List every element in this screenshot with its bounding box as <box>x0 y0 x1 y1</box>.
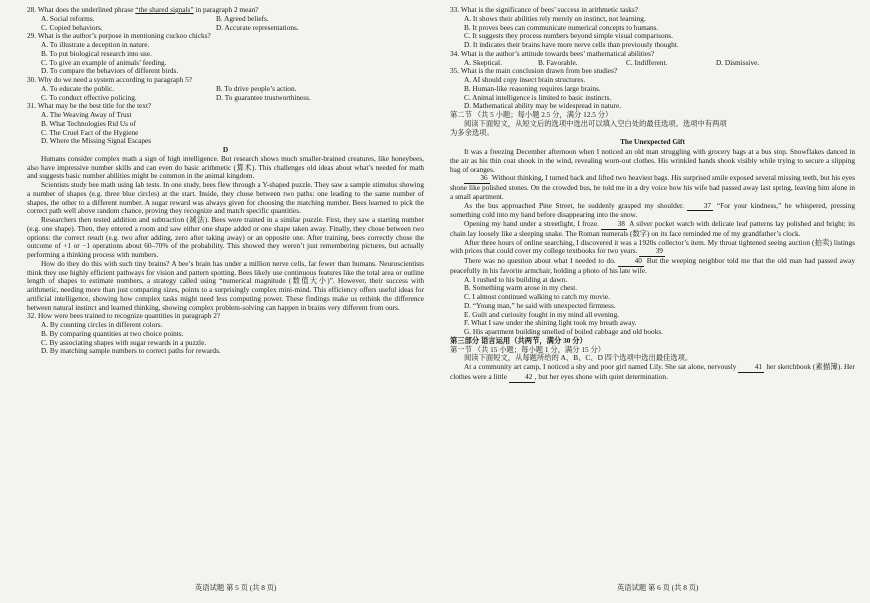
q31-option-a: A. The Weaving Away of Trust <box>41 110 132 119</box>
blank-36: 36 <box>464 174 490 184</box>
q35-option-d: D. Mathematical ability may be widespread in nature. <box>464 101 622 111</box>
passage-d-paragraph-1: Humans consider complex math a sign of high intelligence. But research shows much smaller-brained creatures, like honeybees, also have impressive number skills and can even do basic arithmetic (算术). This challenges old ideas about what’s needed for math and suggests basic number abilities might be common in the animal kingdom. <box>27 153 424 181</box>
q33-option-a: A. It shows their abilities rely merely on instinct, not learning. <box>464 13 646 23</box>
q34-option-c: C. Indifferent. <box>626 57 668 67</box>
section-2-heading: 第二节 （共 5 小题；每小题 2.5 分，满分 12.5 分） <box>450 110 613 119</box>
right-column <box>450 6 855 383</box>
page-footer-right: 英语试题 第 6 页 (共 8 页) <box>617 583 699 592</box>
q28-option-d: D. Accurate representations. <box>216 22 299 32</box>
gift-paragraph-3: As the bus approached Pine Street, he suddenly grasped my shoulder. 37 “For your kindness,” he whispered, pressing something cold into my hand before disappearing into the snow. <box>450 200 855 220</box>
q33-option-b: B. It proves bees can communicate numerical concepts to humans. <box>464 22 659 32</box>
section-2-instruction-2: 为多余选项。 <box>450 127 494 137</box>
q34-option-a: A. Skeptical. <box>464 57 502 67</box>
passage-d-paragraph-3: Researchers then tested addition and subtraction (减法). Bees were trained in a similar puzzle. First, they saw a starting number (e.g. one shape). Then, they entered a room and saw either one shape added or one shape taken away. Finally, they chose between two options: the correct result (e.g. two after adding, zero after taking away) or an opposite one. After training, bees correctly chose the outcome of +1 or −1 operations about 60–70% of the probability. This showed they weren’t just remembering pictures, but actually performing a thinking process with numbers. <box>27 215 424 259</box>
gift-option-g: G. His apartment building smelled of boiled cabbage and old books. <box>464 327 664 336</box>
q33-option-d: D. It indicates their brains have more nerve cells than previously thought. <box>464 40 679 49</box>
question-32-stem: 32. How were bees trained to recognize quantities in paragraph 2? <box>27 311 221 321</box>
question-34-stem: 34. What is the author’s attitude towards bees’ mathematical abilities? <box>450 48 655 58</box>
q32-option-a: A. By counting circles in different colors. <box>41 320 163 329</box>
q34-option-d: D. Dismissive. <box>716 57 760 67</box>
q30-option-c: C. To conduct effective policing. <box>41 92 137 102</box>
question-31-stem: 31. What may be the best title for the text? <box>27 101 152 111</box>
gift-paragraph-5: After three hours of online searching, I discovered it was a 1920s collector’s item. My throat tightened seeing auction (拍卖) listings with prices that could cover my college textbooks for two years. 39 <box>450 237 855 256</box>
gift-option-a: A. I rushed to his building at dawn. <box>464 274 568 284</box>
passage-title: The Unexpected Gift <box>620 137 685 147</box>
q35-option-a: A. AI should copy insect brain structures. <box>464 75 586 84</box>
passage-d-heading: D <box>222 145 229 154</box>
q29-option-d: D. To compare the behaviors of different birds. <box>41 66 179 76</box>
q31-option-d: D. Where the Missing Signal Escapes <box>41 136 152 146</box>
q33-option-c: C. It suggests they process numbers beyond simple visual comparisons. <box>464 31 673 41</box>
question-28-stem: 28. What does the underlined phrase “the shared signals” in paragraph 2 mean? <box>27 5 259 14</box>
q35-option-b: B. Human-like reasoning requires large brains. <box>464 83 601 93</box>
q34-option-b: B. Favorable. <box>538 57 578 67</box>
blank-42: 42 <box>509 373 535 383</box>
question-35-stem: 35. What is the main conclusion drawn from bee studies? <box>450 66 618 76</box>
question-30-stem: 30. Why do we need a system according to paragraph 5? <box>27 75 193 84</box>
blank-39: 39 <box>639 247 665 257</box>
gift-paragraph-6: There was no question about what I needed to do. 40 But the weeping neighbor told me that the old man had passed away peacefully in his favorite armchair, holding a photo of his late wife. <box>450 256 855 275</box>
gift-option-f: F. What I saw under the shining light took my breath away. <box>464 318 637 328</box>
gift-option-e: E. Guilt and curiosity fought in my mind all evening. <box>464 309 620 319</box>
q28-option-b: B. Agreed beliefs. <box>216 13 269 23</box>
q28-option-a: A. Social reforms. <box>41 13 95 23</box>
q32-option-d: D. By matching sample numbers to correct paths for rewards. <box>41 346 221 356</box>
q35-option-c: C. Animal intelligence is limited to basic instincts. <box>464 92 612 102</box>
q29-option-c: C. To give an example of animals’ feeding. <box>41 57 167 67</box>
part-3-heading: 第三部分 语言运用（共两节，满分 30 分） <box>450 335 587 345</box>
gift-paragraph-4: Opening my hand under a streetlight, I froze. 38 A silver pocket watch with delicate leaf patterns lay polished and bright; its chain lay loosely like a sleeping snake. The Roman numerals (数字) on its face reminded me of my grandfather’s clock. <box>450 219 855 238</box>
part-3-instruction: 阅读下面短文，从每题所给的 A、B、C、D 四个选项中选出最佳选项。 <box>464 353 693 363</box>
underlined-phrase: “the shared signals” <box>135 5 194 14</box>
blank-41: 41 <box>738 363 764 373</box>
q28-option-c: C. Copied behaviors. <box>41 22 103 32</box>
q30-option-a: A. To educate the public. <box>41 83 115 93</box>
left-column <box>27 6 424 356</box>
q32-option-b: B. By comparing quantities at two choice points. <box>41 328 184 338</box>
blank-38: 38 <box>601 220 627 230</box>
gift-option-c: C. I almost continued walking to catch my movie. <box>464 292 610 301</box>
blank-37: 37 <box>687 202 713 212</box>
section-2-instruction-1: 阅读下面短文，从短文后的选项中选出可以填入空白处的最佳选项。选项中有两项 <box>464 118 727 128</box>
q30-option-d: D. To guarantee trustworthiness. <box>216 92 311 102</box>
q29-option-a: A. To illustrate a deception in nature. <box>41 40 150 49</box>
q31-option-b: B. What Technologies Rid Us of <box>41 118 136 128</box>
gift-paragraph-1: It was a freezing December afternoon when I noticed an old man struggling with grocery bags at a bus stop. Snowflakes danced in the air as his thin coat shook in the wind, revealing worn-out clothes. His wrinkled hands shook visibly while trying to secure a slipping bag of oranges. <box>450 147 855 174</box>
question-33-stem: 33. What is the significance of bees’ success in arithmetic tasks? <box>450 5 638 14</box>
gift-paragraph-2: 36 Without thinking, I turned back and lifted two heaviest bags. His surprised smile exposed several missing teeth, but his eyes shone like polished stones. On the crowded bus, he told me in a dry voice how his wife had passed away last spring, leaving him alone in a small apartment. <box>450 173 855 201</box>
page-footer-left: 英语试题 第 5 页 (共 8 页) <box>195 583 277 592</box>
gift-option-b: B. Something warm arose in my chest. <box>464 283 578 293</box>
question-29-stem: 29. What is the author’s purpose in mentioning cuckoo chicks? <box>27 31 211 41</box>
passage-d-paragraph-2: Scientists study bee math using lab tests. In one study, bees flew through a Y-shaped puzzle. They saw a sample stimulus showing a number of shapes (e.g. three blue circles) at the start. Inside, they chose between two paths: one leading to the same number of shapes, the other to a different number. A sugar reward was always given for choosing the matching number. Bees learned to pick the correct path well above random chance, proving they recognize and match specific quantities. <box>27 180 424 216</box>
passage-d-paragraph-4: How do they do this with such tiny brains? A bee’s brain has under a million nerve cells, far fewer than humans. Neuroscientists think they use highly efficient pathways for vision and pattern spotting. Bees likely use continuous features like the total area or outline length of shapes to estimate numbers, a strategy called using “numerical magnitude (数值大小)”. However, their success with arithmetic, needing more than just comparing sizes, points to a surprisingly complex mini-mind. This efficiency offers useful ideas for artificial intelligence, showing how complex tasks might need less computing power. These findings make us rethink the difference between natural instinct and learned thinking, showing complex problem-solving can happen in brains very different from ours. <box>27 258 424 312</box>
q32-option-c: C. By associating shapes with sugar rewards in a puzzle. <box>41 337 207 347</box>
blank-40: 40 <box>618 257 644 267</box>
part-3-section-1-heading: 第一节 （共 15 小题；每小题 1 分，满分 15 分） <box>450 344 606 354</box>
q30-option-b: B. To drive people’s action. <box>216 83 297 93</box>
q31-option-c: C. The Cruel Fact of the Hygiene <box>41 127 139 137</box>
gift-option-d: D. “Young man,” he said with unexpected firmness. <box>464 300 616 310</box>
cloze-paragraph-1: At a community art camp, I noticed a shy and poor girl named Lily. She sat alone, nervously 41 her sketchbook (素描簿). Her clothes were a little 42 , but her eyes shone with quiet determination. <box>450 362 855 381</box>
q29-option-b: B. To put biological research into use. <box>41 48 152 58</box>
